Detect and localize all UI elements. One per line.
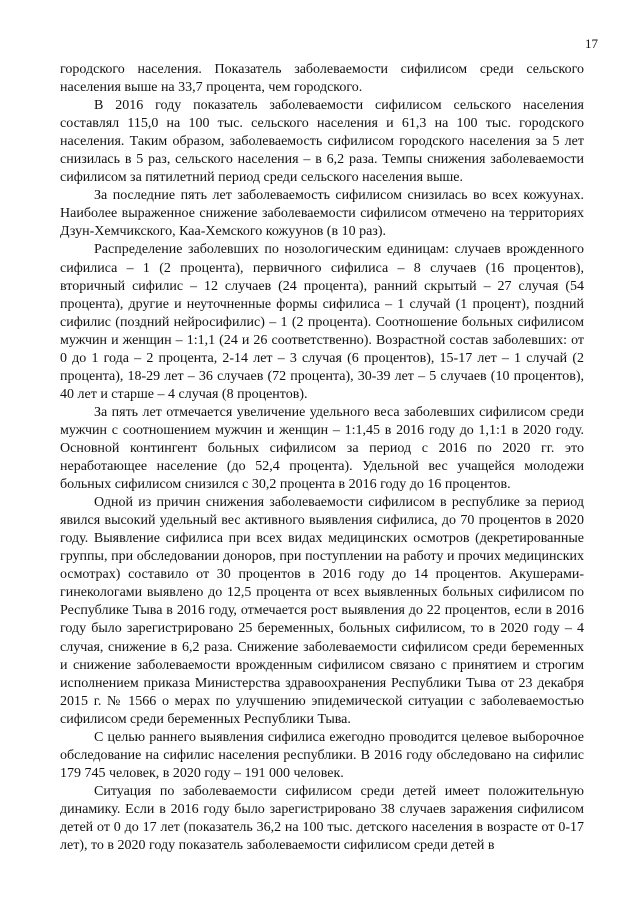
- paragraph-gender-ratio: За пять лет отмечается увеличение удельного веса заболевших сифилисом среди мужчин с соотношением мужчин и женщин – 1:1,45 в 2016 году до 1,1:1 в 2020 году. Основной контингент больных сифилисом за период с 2016 по 2020 гг. это неработающее население (до 52,4 процента). Удельной вес учащейся молодежи больных сифилисом снизился с 30,2 процента в 2016 году до 16 процентов.: [60, 404, 584, 493]
- paragraph-nosological-distribution: Распределение заболевших по нозологическим единицам: случаев врожденного сифилиса – 1 (2 процента), первичного сифилиса – 8 случаев (16 процентов), вторичный сифилис – 12 случаев (24 процента), ранний скрытый – 27 случая (54 процента), другие и неуточненные формы сифилиса – 1 случай (1 процент), поздний сифилис (поздний нейросифилис) – 1 (2 процента). Соотношение больных сифилисом мужчин и женщин – 1:1,1 (24 и 26 соответственно). Возрастной состав заболевших: от 0 до 1 года – 2 процента, 2-14 лет – 3 случая (6 процентов), 15-17 лет – 1 случай (2 процента), 18-29 лет – 36 случаев (72 процента), 30-39 лет – 5 случаев (10 процентов), 40 лет и старше – 4 случая (8 процентов).: [60, 242, 584, 402]
- paragraph-rural-urban-2016: В 2016 году показатель заболеваемости сифилисом сельского населения составлял 115,0 на 100 тыс. сельского населения и 61,3 на 100 тыс. городского населения. Таким образом, заболеваемость сифилисом городского населения за 5 лет снизилась в 5 раз, сельского населения – в 6,2 раза. Темпы снижения заболеваемости сифилисом за пятилетний период среди сельского населения выше.: [60, 98, 584, 186]
- paragraph-detection-causes: Одной из причин снижения заболеваемости сифилисом в республике за период явился высокий удельный вес активного выявления сифилиса, до 70 процентов в 2020 году. Выявление сифилиса при всех видах медицинских осмотров (декретированные группы, при обследовании доноров, при поступлении на работу и прочих медицинских осмотрах) составило от 30 процентов в 2016 году до 14 процентов. Акушерами-гинекологами выявлено до 12,5 процента от всех выявленных больных сифилисом по Республике Тыва в 2016 году, отмечается рост выявления до 22 процентов, если в 2016 году было зарегистрировано 25 беременных, больных сифилисом, то в 2020 году – 4 случая, снижение в 6,2 раза. Снижение заболеваемости сифилисом среди беременных и снижение заболеваемости врожденным сифилисом связано с принятием и строгим исполнением приказа Министерства здравоохранения Республики Тыва от 23 декабря 2015 г. № 1566 о мерах по улучшению эпидемической ситуации с заболеваемостью сифилисом среди беременных Республики Тыва.: [60, 495, 584, 727]
- paragraph-children: Ситуация по заболеваемости сифилисом среди детей имеет положительную динамику. Если в 2016 году было зарегистрировано 38 случаев заражения сифилисом детей от 0 до 17 лет (показатель 36,2 на 100 тыс. детского населения в возрасте от 0-17 лет), то в 2020 году показатель заболеваемости сифилисом среди детей в: [60, 783, 584, 854]
- body-text: [60, 61, 584, 855]
- paragraph-continued: городского населения. Показатель заболеваемости сифилисом среди сельского населения выше на 33,7 процента, чем городского.: [60, 62, 584, 96]
- paragraph-kozhuun-decline: За последние пять лет заболеваемость сифилисом снизилась во всех кожуунах. Наиболее выраженное снижение заболеваемости сифилисом отмечено на территориях Дзун-Хемчикского, Каа-Хемского кожуунов (в 10 раз).: [60, 188, 584, 240]
- paragraph-screening: С целью раннего выявления сифилиса ежегодно проводится целевое выборочное обследование на сифилис населения республики. В 2016 году обследовано на сифилис 179 745 человек, в 2020 году – 191 000 человек.: [60, 729, 584, 781]
- page-number: 17: [585, 36, 598, 51]
